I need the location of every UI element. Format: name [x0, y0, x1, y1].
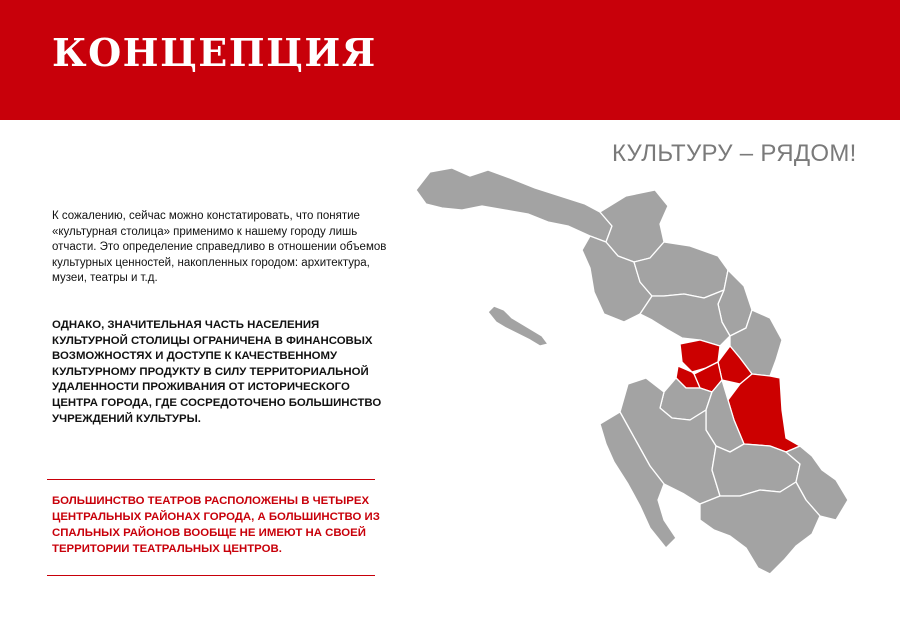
district-kalininsky: [640, 290, 730, 346]
district-kurortny: [416, 168, 612, 242]
city-districts-map: [410, 150, 890, 590]
slogan-subtitle: КУЛЬТУРУ – РЯДОМ!: [612, 140, 857, 167]
bottom-divider: [47, 575, 375, 576]
header-band: [0, 0, 900, 120]
emphasis-paragraph: ОДНАКО, ЗНАЧИТЕЛЬНАЯ ЧАСТЬ НАСЕЛЕНИЯ КУЛЬТУРНОЙ СТОЛИЦЫ ОГРАНИЧЕНА В ФИНАНСОВЫХ ВОЗМОЖНОСТЯХ И ДОСТУПЕ К КАЧЕСТВЕННОМУ КУЛЬТУРНОМУ ПРОДУКТУ В СИЛУ ТЕРРИТОРИАЛЬНОЙ УДАЛЕННОСТИ ПРОЖИВАНИЯ ОТ ИСТОРИЧЕСКОГО ЦЕНТРА ГОРОДА, ГДЕ СОСРЕДОТОЧЕНО БОЛЬШИНСТВО УЧРЕЖДЕНИЙ КУЛЬТУРЫ.: [52, 319, 382, 425]
kronstadt-island: [488, 306, 548, 346]
theatres-note: БОЛЬШИНСТВО ТЕАТРОВ РАСПОЛОЖЕНЫ В ЧЕТЫРЕХ ЦЕНТРАЛЬНЫХ РАЙОНАХ ГОРОДА, А БОЛЬШИНСТВО ИЗ СПАЛЬНЫХ РАЙОНОВ ВООБЩЕ НЕ ИМЕЮТ НА СВОЕЙ ТЕРРИТОРИИ ТЕАТРАЛЬНЫХ ЦЕНТРОВ.: [52, 495, 380, 555]
page-title: КОНЦЕПЦИЯ: [52, 30, 377, 75]
intro-paragraph: К сожалению, сейчас можно констатировать, что понятие «культурная столица» применимо к нашему городу лишь отчасти. Это определение справедливо в отношении объемов культурных ценностей, накопленных городом: архитектура, музеи, театры и т.д.: [52, 210, 387, 285]
top-divider: [47, 479, 375, 480]
